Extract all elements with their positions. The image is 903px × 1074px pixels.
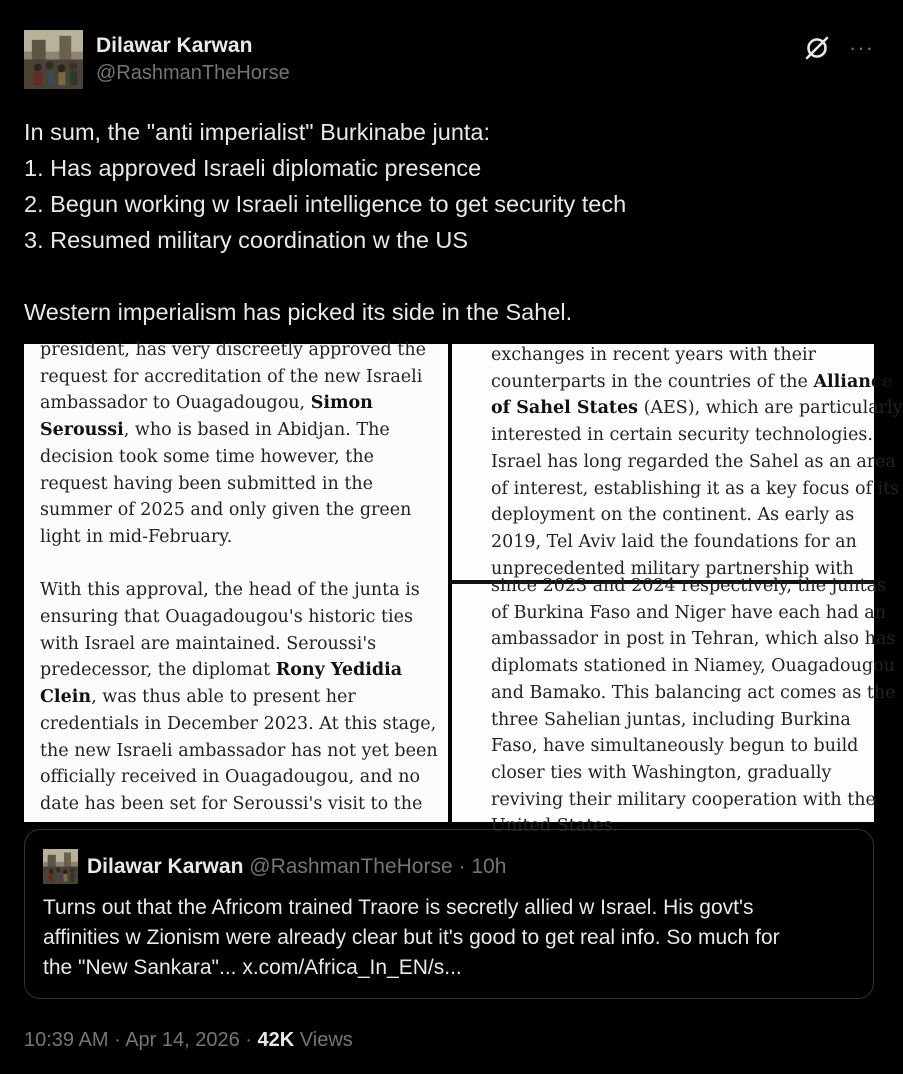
article-text: and Bamako. This balancing act comes as the (491, 682, 896, 703)
article-line (40, 657, 438, 684)
article-text: request for accreditation of the new Israeli (40, 366, 423, 387)
tweet-text (24, 114, 874, 330)
article-text: light in mid-February. (40, 526, 233, 547)
article-bold-text: Seroussi (40, 420, 124, 441)
article-text: ambassador in post in Tehran, which also has (491, 629, 896, 650)
article-line (40, 791, 438, 818)
article-line (491, 787, 896, 814)
article-line (40, 577, 438, 604)
quoted-display-name[interactable]: Dilawar Karwan (87, 855, 244, 878)
article-text: predecessor, the diplomat (40, 660, 276, 681)
article-line (40, 738, 438, 765)
tweet-line: 3. Resumed military coordination w the US (24, 227, 469, 253)
article-line (40, 417, 438, 444)
post-time[interactable]: 10:39 AM (24, 1029, 109, 1051)
article-text: Israel has long regarded the Sahel as an area (491, 451, 896, 472)
article-text: ambassador to Ouagadougou, (40, 393, 311, 414)
article-line (40, 684, 438, 711)
article-text: ensuring that Ouagadougou's historic ties (40, 607, 413, 628)
article-bold-text: of Sahel States (491, 398, 638, 419)
article-line (491, 449, 903, 476)
article-text: exchanges in recent years with their (491, 345, 816, 365)
tweet-line: 1. Has approved Israeli diplomatic presence (24, 155, 482, 181)
article-line (491, 476, 903, 503)
article-text: , who is based in Abidjan. The (123, 420, 390, 441)
article-text: closer ties with Washington, gradually (491, 762, 832, 783)
article-text: counterparts in the countries of the (491, 371, 814, 392)
article-text: 2019, Tel Aviv laid the foundations for an (491, 531, 857, 552)
tweet-line: In sum, the "anti imperialist" Burkinabe junta: (24, 119, 491, 145)
article-text: Faso, have simultaneously begun to build (491, 736, 859, 757)
article-line (40, 631, 438, 658)
views-label: Views (299, 1029, 353, 1051)
article-text: since 2023 and 2024 respectively, the juntas (491, 576, 887, 596)
article-line (491, 760, 896, 787)
article-line (491, 653, 896, 680)
article-text: decision took some time however, the (40, 446, 374, 467)
article-bold-text: Clein (40, 687, 92, 708)
article-line (491, 680, 896, 707)
article-line (491, 707, 896, 734)
article-line (491, 502, 903, 529)
article-text: of interest, establishing it as a key focus of its (491, 478, 900, 499)
article-bold-text: Alliance (813, 371, 893, 392)
quoted-separator: · (458, 855, 466, 878)
article-text-top-right (491, 342, 903, 582)
article-text: credentials in December 2023. At this stage, (40, 713, 437, 734)
painting-avatar-icon (43, 849, 78, 884)
tweet-blank-line (24, 258, 874, 294)
avatar[interactable] (24, 30, 83, 89)
tweet-meta (24, 1026, 353, 1054)
article-text: diplomats stationed in Niamey, Ouagadougou (491, 656, 895, 677)
article-text: United States. (491, 816, 619, 837)
article-text: officially received in Ouagadougou, and no (40, 767, 421, 788)
article-text: of Burkina Faso and Niger have each had an (491, 602, 886, 623)
article-text: With this approval, the head of the junta is (40, 580, 420, 601)
painting-avatar-icon (24, 30, 83, 89)
article-text-bottom-right (491, 573, 896, 840)
article-bold-text: Simon (310, 393, 373, 414)
article-line (491, 573, 896, 600)
quoted-text (43, 893, 863, 983)
article-line (40, 604, 438, 631)
grok-slash-icon[interactable] (803, 34, 831, 62)
article-text: reviving their military cooperation with the (491, 789, 876, 810)
article-text: request having been submitted in the (40, 473, 374, 494)
article-line (491, 395, 903, 422)
author-display-name[interactable]: Dilawar Karwan (96, 34, 253, 57)
tweet-media[interactable] (24, 340, 903, 837)
article-line (491, 529, 903, 556)
views-count: 42K (257, 1029, 295, 1051)
media-column-right (450, 344, 903, 837)
article-line (40, 764, 438, 791)
meta-separator: · (245, 1029, 252, 1051)
quoted-tweet[interactable] (24, 829, 874, 999)
article-text: , was thus able to present her (91, 687, 356, 708)
article-line (491, 626, 896, 653)
article-text: deployment on the continent. As early as (491, 505, 855, 526)
article-line (40, 711, 438, 738)
article-line (40, 551, 438, 578)
article-line (40, 390, 438, 417)
author-names (96, 34, 290, 87)
article-text: with Israel are maintained. Seroussi's (40, 633, 377, 654)
article-text: three Sahelian juntas, including Burkina (491, 709, 851, 730)
article-line (491, 733, 896, 760)
header-actions (803, 34, 874, 62)
article-text: date has been set for Seroussi's visit to the (40, 793, 423, 814)
tweet-header (24, 28, 874, 90)
article-line (40, 337, 438, 364)
article-text: (AES), which are particularly (638, 398, 903, 419)
quoted-time[interactable]: 10h (471, 855, 507, 878)
media-image-top-right[interactable] (454, 344, 903, 580)
article-text: unprecedented military partnership with (491, 558, 854, 579)
quoted-header (87, 854, 506, 880)
article-line (40, 524, 438, 551)
media-image-left[interactable] (24, 340, 450, 822)
article-text-left (40, 337, 438, 818)
quoted-line: the "New Sankara"... x.com/Africa_In_EN/s... (43, 956, 462, 979)
article-text: president, has very discreetly approved the (40, 340, 426, 360)
article-line (491, 600, 896, 627)
article-line (491, 369, 903, 396)
post-date[interactable]: Apr 14, 2026 (125, 1029, 240, 1051)
quoted-handle[interactable]: @RashmanTheHorse (249, 855, 453, 878)
tweet-line: 2. Begun working w Israeli intelligence to get security tech (24, 191, 627, 217)
article-line (491, 342, 903, 369)
more-options-icon[interactable]: ··· (849, 35, 874, 60)
author-handle[interactable]: @RashmanTheHorse (96, 62, 290, 84)
article-text: the new Israeli ambassador has not yet been (40, 740, 438, 761)
article-line (40, 497, 438, 524)
article-line (40, 444, 438, 471)
article-line (40, 364, 438, 391)
article-line (491, 422, 903, 449)
media-image-bottom-right[interactable] (454, 576, 896, 837)
quoted-line: Turns out that the Africom trained Traore is secretly allied w Israel. His govt's (43, 896, 754, 919)
article-text: interested in certain security technologies. (491, 425, 873, 446)
meta-separator: · (114, 1029, 121, 1051)
tweet-line: Western imperialism has picked its side in the Sahel. (24, 299, 573, 325)
quoted-line: affinities w Zionism were already clear but it's good to get real info. So much for (43, 926, 780, 949)
article-bold-text: Rony Yedidia (275, 660, 403, 681)
article-line (40, 471, 438, 498)
quoted-avatar[interactable] (43, 849, 78, 884)
article-text: summer of 2025 and only given the green (40, 500, 412, 521)
